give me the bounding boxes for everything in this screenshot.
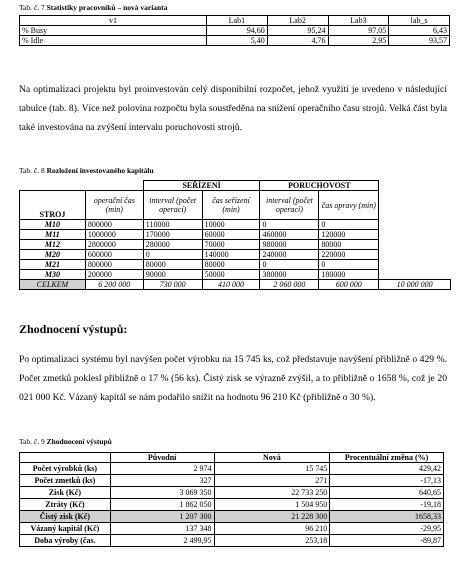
- table9-caption-prefix: Tab. č. 9: [19, 437, 45, 446]
- table7-row: [20, 36, 450, 46]
- table9-cell: 96 210: [214, 523, 330, 535]
- table8-cell: 10000: [202, 220, 260, 230]
- table9-cell: 1658,33: [330, 511, 444, 523]
- table7-cell: 97,05: [328, 26, 389, 36]
- table7-cell: 94,60: [207, 26, 268, 36]
- table9-row: [20, 523, 444, 535]
- table8-cell: 980000: [260, 240, 319, 250]
- table7-header: Lab3: [328, 16, 389, 26]
- table7-cell: % Busy: [20, 26, 207, 36]
- paragraph-budget: Na optimalizaci projektu byl proinvestován celý disponibilní rozpočet, jehož využití je uvedeno v následující tabulce (tab. 8). Více než polovina rozpočtu byla soustředěna na snížení operačního času strojů. Velká část byla také investována na zvýšení intervalu poruchovosti strojů.: [19, 84, 447, 133]
- table8-row: [20, 270, 451, 280]
- table8-cell: 60000: [202, 230, 260, 240]
- table8-total-label: CELKEM: [20, 280, 86, 290]
- table9-cell: 2 499,95: [110, 535, 214, 547]
- table9-header: Nová: [214, 453, 330, 463]
- table8-cell: 800000: [85, 220, 143, 230]
- table9-caption-title: Zhodnocení výstupů: [46, 437, 112, 446]
- table8-cell: 220000: [319, 250, 379, 260]
- table9-cell: 21 228 300: [214, 511, 330, 523]
- table9-row-label: Zisk (Kč): [20, 487, 111, 499]
- table9-row: [20, 499, 444, 511]
- table8-empty-cell: [379, 240, 451, 250]
- table8-cell-machine: M20: [20, 250, 86, 260]
- table8-cell: 1000000: [85, 230, 143, 240]
- table9-cell: 15 745: [214, 463, 330, 475]
- table8-caption-title: Rozložení investovaného kapitálu: [46, 166, 154, 175]
- table9-cell: -89,87: [330, 535, 444, 547]
- table8-cell: 240000: [260, 250, 319, 260]
- table8-cell: 70000: [202, 240, 260, 250]
- table9-cell: 1 862 050: [110, 499, 214, 511]
- table8-cell: 50000: [202, 270, 260, 280]
- table8-grand-total: 10 000 000: [379, 280, 451, 290]
- table9-header: Procentuální změna (%): [330, 453, 444, 463]
- table9-caption: [19, 437, 112, 446]
- table9-cell: 22 733 250: [214, 487, 330, 499]
- table8-header: interval (počet operací): [143, 191, 202, 220]
- table9-row: [20, 535, 444, 547]
- table8-cell: 0: [319, 260, 379, 270]
- table9-cell: 1 504 950: [214, 499, 330, 511]
- table7-cell: 5,40: [207, 36, 268, 46]
- table9-row-label: Doba výroby (čas.: [20, 535, 111, 547]
- table9-cell: 327: [110, 475, 214, 487]
- table8-row: [20, 230, 451, 240]
- table8-cell: 80000: [319, 240, 379, 250]
- table8-row: [20, 220, 451, 230]
- table8-row: [20, 250, 451, 260]
- table7-caption: [19, 3, 167, 12]
- table8-empty-cell: [379, 230, 451, 240]
- table7-header: v1: [20, 16, 207, 26]
- table9-cell: 2 974: [110, 463, 214, 475]
- table8-cell-machine: M12: [20, 240, 86, 250]
- table9-row-label: Počet zmetků (ks): [20, 475, 111, 487]
- table7-row: [20, 26, 450, 36]
- table8-group-row: [20, 181, 451, 191]
- table8-cell: 140000: [202, 250, 260, 260]
- table9-row-label: Počet výrobků (ks): [20, 463, 111, 475]
- table8-cell: 800000: [85, 260, 143, 270]
- table8-cell: 90000: [143, 270, 202, 280]
- table9-row-highlight: [20, 511, 444, 523]
- table9-cell: 1 207 300: [110, 511, 214, 523]
- table8-cell: 0: [260, 220, 319, 230]
- table8-cell-machine: M30: [20, 270, 86, 280]
- table7: [19, 15, 450, 46]
- table7-cell: 93,57: [389, 36, 450, 46]
- table8-cell: 180000: [319, 270, 379, 280]
- table9-row: [20, 475, 444, 487]
- table8-group-header-failure: PORUCHOVOST: [260, 181, 379, 191]
- table8-header-row: [20, 191, 451, 220]
- table8-empty-cell: [379, 250, 451, 260]
- table8-cell: 600000: [85, 250, 143, 260]
- table8-header: STROJ: [20, 191, 86, 220]
- table7-cell: 6,43: [389, 26, 450, 36]
- table7-header: lab_s: [389, 16, 450, 26]
- table9-row: [20, 463, 444, 475]
- table7-caption-title: Statistiky pracovníků – nová varianta: [46, 3, 168, 12]
- table9-cell: 271: [214, 475, 330, 487]
- table8-cell: 0: [260, 260, 319, 270]
- table8-cell: 380000: [260, 270, 319, 280]
- section-heading: Zhodnocení výstupů:: [19, 322, 128, 336]
- table8-cell: 0: [319, 220, 379, 230]
- table7-header-row: [20, 16, 450, 26]
- table9-header: [20, 453, 111, 463]
- table7-cell: 4,76: [267, 36, 328, 46]
- table9-cell: 3 069 350: [110, 487, 214, 499]
- table8-caption-prefix: Tab. č. 8: [19, 166, 45, 175]
- table8-row: [20, 240, 451, 250]
- table8-total-cell: 6 200 000: [85, 280, 143, 290]
- table9-cell: 429,42: [330, 463, 444, 475]
- table8-total-cell: 730 000: [143, 280, 202, 290]
- table8-empty-cell: [379, 260, 451, 270]
- table8-total-cell: 410 000: [202, 280, 260, 290]
- table8-empty-cell: [379, 220, 451, 230]
- table9-row-label: Čistý zisk (Kč): [20, 511, 111, 523]
- table8: [19, 180, 451, 290]
- table9-cell: -19,18: [330, 499, 444, 511]
- table8-header: čas opravy (min): [319, 191, 379, 220]
- table8-empty-cell: [379, 191, 451, 220]
- table8-empty-cell: [20, 181, 86, 191]
- table8-total-row: [20, 280, 451, 290]
- table9: [19, 452, 444, 547]
- table7-cell: % Idle: [20, 36, 207, 46]
- table8-cell: 80000: [143, 260, 202, 270]
- table8-cell: 170000: [143, 230, 202, 240]
- table8-header: operační čas (min): [85, 191, 143, 220]
- table8-empty-cell: [85, 181, 143, 191]
- table8-cell: 280000: [143, 240, 202, 250]
- table8-cell: 120000: [319, 230, 379, 240]
- table8-cell: 80000: [202, 260, 260, 270]
- table9-header: Původní: [110, 453, 214, 463]
- table9-cell: 640,65: [330, 487, 444, 499]
- table8-empty-cell: [379, 181, 451, 191]
- table8-total-cell: 600 000: [319, 280, 379, 290]
- table8-header: čas seřízení (min): [202, 191, 260, 220]
- table7-caption-prefix: Tab. č. 7: [19, 3, 45, 12]
- table8-group-header-setup: SEŘÍZENÍ: [143, 181, 260, 191]
- table7-header: Lab1: [207, 16, 268, 26]
- table8-total-cell: 2 060 000: [260, 280, 319, 290]
- table8-empty-cell: [379, 270, 451, 280]
- table9-cell: -29,95: [330, 523, 444, 535]
- table9-row-label: Vázaný kapitál (Kč): [20, 523, 111, 535]
- table9-cell: 137 348: [110, 523, 214, 535]
- table7-cell: 2,95: [328, 36, 389, 46]
- table8-cell: 0: [143, 250, 202, 260]
- table9-cell: 253,18: [214, 535, 330, 547]
- table8-cell: 110000: [143, 220, 202, 230]
- table8-cell: 2800000: [85, 240, 143, 250]
- table8-cell-machine: M10: [20, 220, 86, 230]
- table8-cell-machine: M21: [20, 260, 86, 270]
- table8-cell: 200000: [85, 270, 143, 280]
- table9-header-row: [20, 453, 444, 463]
- table8-caption: [19, 166, 154, 175]
- table9-row-label: Ztráty (Kč): [20, 499, 111, 511]
- table9-cell: -17,13: [330, 475, 444, 487]
- table8-cell-machine: M11: [20, 230, 86, 240]
- table8-header: interval (počet operací): [260, 191, 319, 220]
- table7-cell: 95,24: [267, 26, 328, 36]
- paragraph-results: Po optimalizaci systému byl navýšen počet výrobku na 15 745 ks, což představuje navýšení přibližně o 429 %. Počet zmetků poklesl přibližně o 17 % (56 ks). Čistý zisk se výrazně zvýšil, a to přibližně o 1658 %, což je 20 021 000 Kč. Vázaný kapitál se nám podařilo snížit na hodnotu 96 210 Kč (přibližně o 30 %).: [19, 354, 447, 403]
- table8-row: [20, 260, 451, 270]
- table9-row: [20, 487, 444, 499]
- table8-cell: 460000: [260, 230, 319, 240]
- table7-header: Lab2: [267, 16, 328, 26]
